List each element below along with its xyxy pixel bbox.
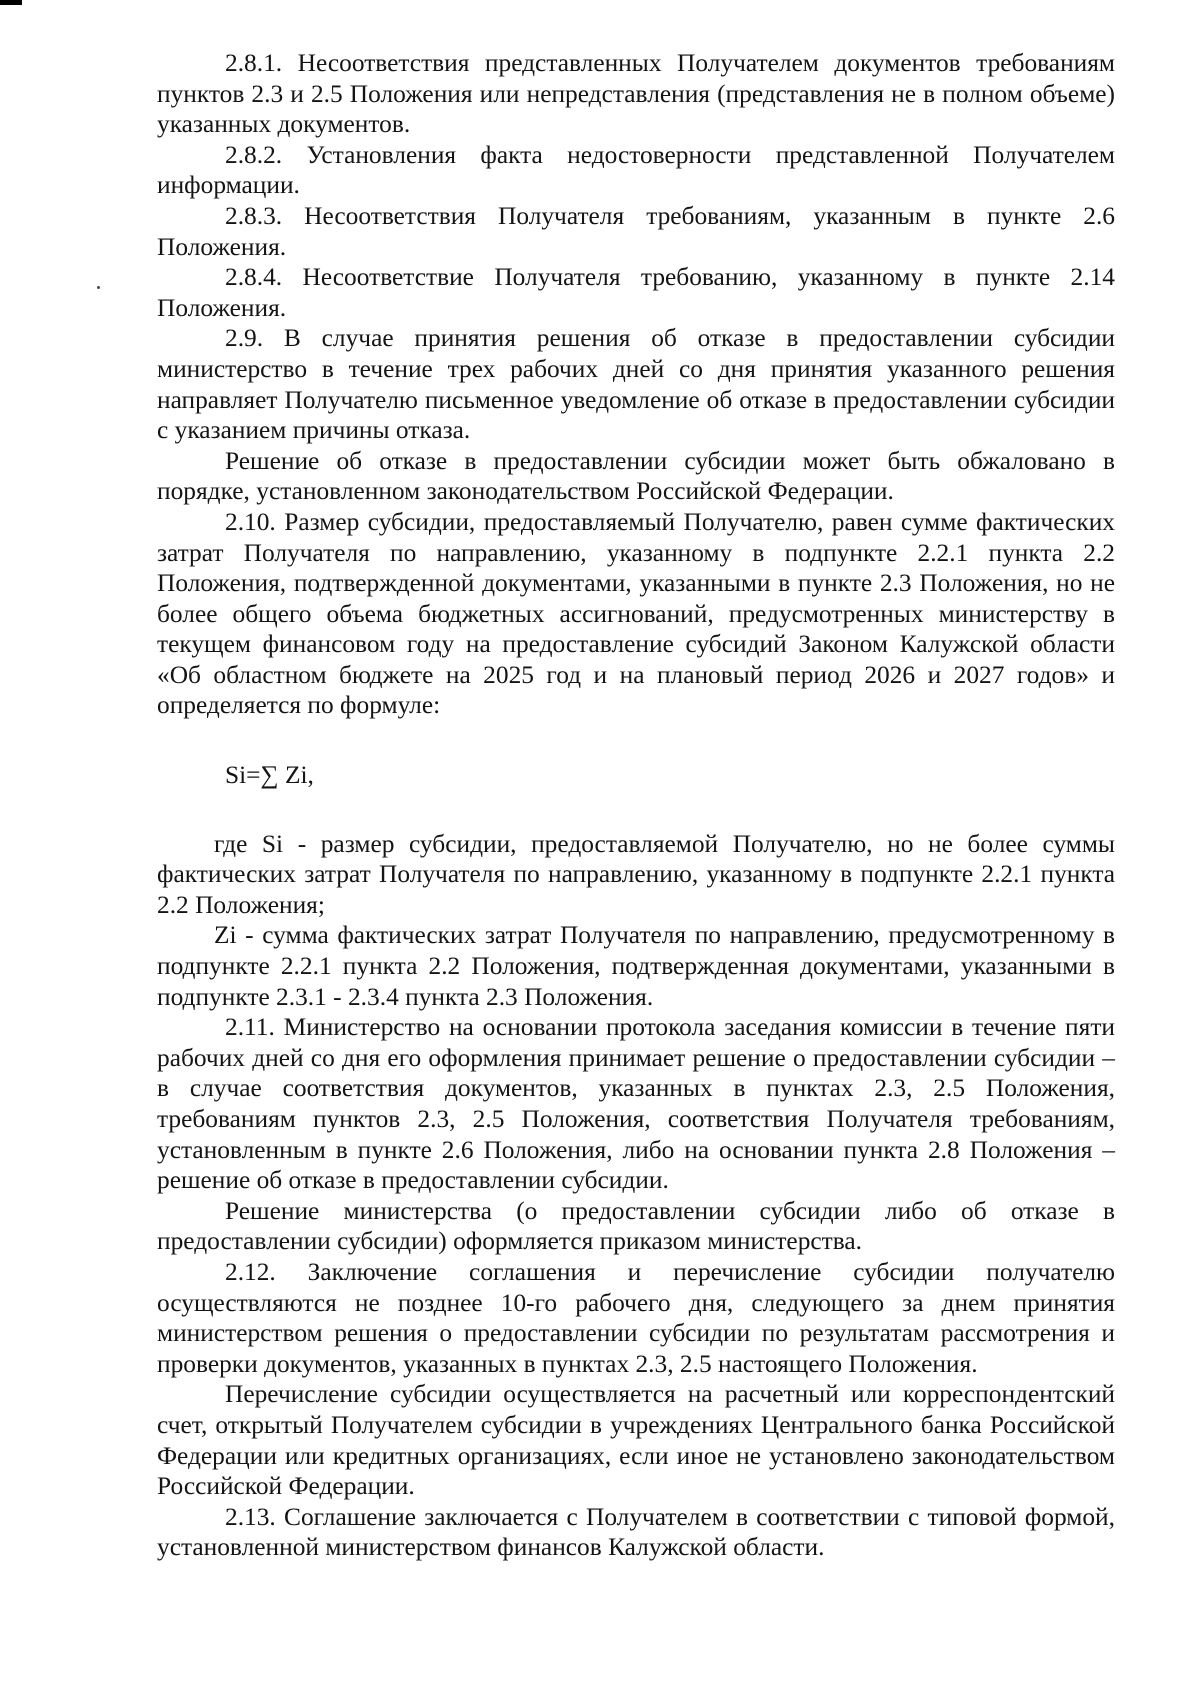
paragraph-2-8-4: 2.8.4. Несоответствие Получателя требованию, указанному в пункте 2.14 Положения. xyxy=(157,263,1115,322)
document-body xyxy=(157,48,1115,1563)
paragraph-2-13: 2.13. Соглашение заключается с Получателем в соответствии с типовой формой, установленной министерством финансов Калужской области. xyxy=(157,1502,1115,1562)
paragraph-2-12: 2.12. Заключение соглашения и перечисление субсидии получателю осуществляются не позднее 10-го рабочего дня, следующего за днем принятия министерством решения о предоставлении субсидии по результатам рассмотрения и проверки документов, указанных в пунктах 2.3, 2.5 настоящего Положения. xyxy=(157,1257,1115,1378)
paragraph-2-10: 2.10. Размер субсидии, предоставляемый Получателю, равен сумме фактических затрат Получателя по направлению, указанному в подпункте 2.2.1 пункта 2.2 Положения, подтвержденной документами, указанными в пункте 2.3 Положения, но не более общего объема бюджетных ассигнований, предусмотренных министерству в текущем финансовом году на предоставление субсидий Законом Калужской области «Об областном бюджете на 2025 год и на плановый период 2026 и 2027 годов» и определяется по формуле: xyxy=(157,507,1115,720)
scan-corner-mark xyxy=(0,0,22,5)
formula-note-zi: Zi - сумма фактических затрат Получателя по направлению, предусмотренному в подпункте 2.2.1 пункта 2.2 Положения, подтвержденная документами, указанными в подпункте 2.3.1 - 2.3.4 пункта 2.3 Положения. xyxy=(157,921,1115,1011)
scan-speck xyxy=(97,286,100,289)
paragraph-2-9: 2.9. В случае принятия решения об отказе в предоставлении субсидии министерство в течение трех рабочих дней со дня принятия указанного решения направляет Получателю письменное уведомление об отказе в предоставлении субсидии с указанием причины отказа. xyxy=(157,324,1115,445)
paragraph-2-11-order: Решение министерства (о предоставлении субсидии либо об отказе в предоставлении субсидии) оформляется приказом министерства. xyxy=(157,1196,1115,1256)
formula-note-si: где Si - размер субсидии, предоставляемой Получателю, но не более суммы фактических затрат Получателя по направлению, указанному в подпункте 2.2.1 пункта 2.2 Положения; xyxy=(157,829,1115,919)
subsidy-formula: Si=∑ Zi, xyxy=(225,761,314,790)
paragraph-2-8-1: 2.8.1. Несоответствия представленных Получателем документов требованиям пунктов 2.3 и 2.5 Положения или непредставления (представления не в полном объеме) указанных документов. xyxy=(157,49,1115,139)
paragraph-2-9-appeal: Решение об отказе в предоставлении субсидии может быть обжаловано в порядке, установленном законодательством Российской Федерации. xyxy=(157,446,1115,506)
paragraph-2-8-3: 2.8.3. Несоответствия Получателя требованиям, указанным в пункте 2.6 Положения. xyxy=(157,201,1115,261)
paragraph-2-11: 2.11. Министерство на основании протокола заседания комиссии в течение пяти рабочих дней со дня его оформления принимает решение о предоставлении субсидии – в случае соответствия документов, указанных в пунктах 2.3, 2.5 Положения, требованиям пунктов 2.3, 2.5 Положения, соответствия Получателя требованиям, установленным в пункте 2.6 Положения, либо на основании пункта 2.8 Положения – решение об отказе в предоставлении субсидии. xyxy=(157,1013,1115,1195)
paragraph-2-8-2: 2.8.2. Установления факта недостоверности представленной Получателем информации. xyxy=(157,140,1115,200)
paragraph-2-12-transfer: Перечисление субсидии осуществляется на расчетный или корреспондентский счет, открытый Получателем субсидии в учреждениях Центрального банка Российской Федерации или кредитных организациях, если иное не установлено законодательством Российской Федерации. xyxy=(157,1380,1115,1501)
